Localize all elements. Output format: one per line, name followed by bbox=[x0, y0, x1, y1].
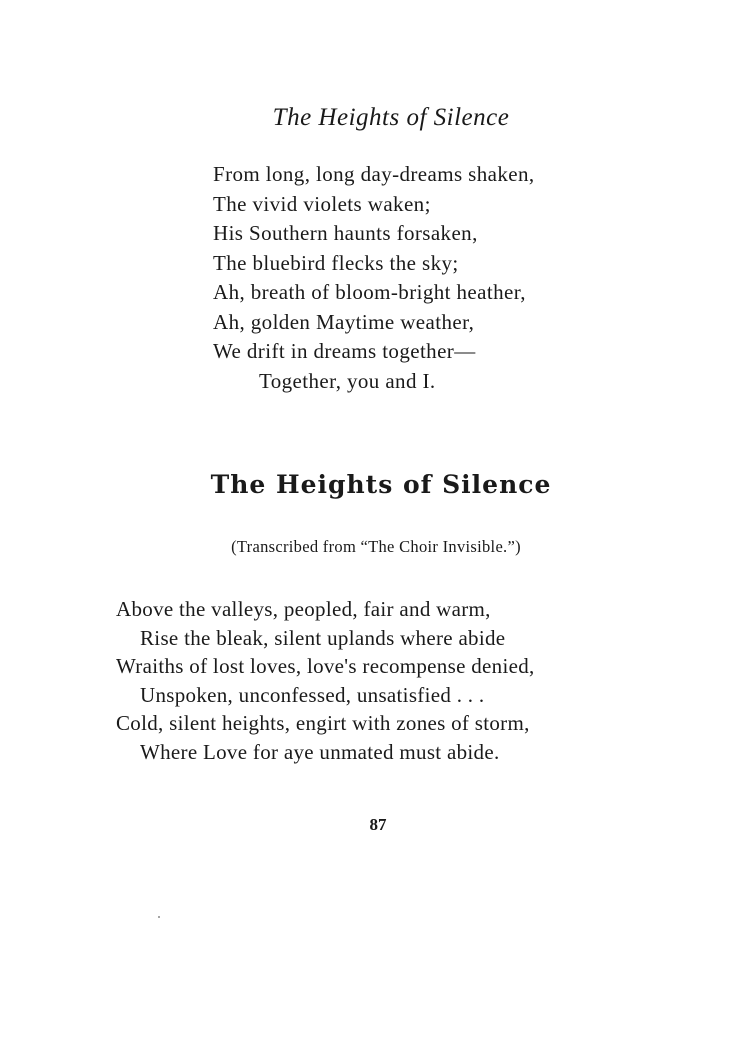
stanza-line: Ah, breath of bloom-bright heather, bbox=[213, 280, 526, 304]
verse-line: Wraiths of lost loves, love's recompense denied, bbox=[116, 654, 535, 678]
poem-verse bbox=[116, 595, 535, 766]
stanza-line: His Southern haunts forsaken, bbox=[213, 221, 478, 245]
stanza-line: Ah, golden Maytime weather, bbox=[213, 309, 475, 334]
verse-line: Unspoken, unconfessed, unsatisfied . . . bbox=[140, 682, 485, 707]
stanza-line: From long, long day-dreams shaken, bbox=[213, 162, 535, 186]
poem-title: The Heights of Silence bbox=[210, 470, 552, 499]
first-stanza bbox=[213, 160, 535, 396]
running-head: The Heights of Silence bbox=[272, 104, 510, 131]
stanza-line: Together, you and I. bbox=[259, 368, 436, 393]
verse-line: Cold, silent heights, engirt with zones of storm, bbox=[116, 711, 530, 735]
stanza-line: We drift in dreams together— bbox=[213, 339, 476, 363]
stanza-line: The bluebird flecks the sky; bbox=[213, 250, 459, 275]
verse-line: Above the valleys, peopled, fair and warm, bbox=[116, 597, 491, 621]
verse-line: Where Love for aye unmated must abide. bbox=[140, 739, 500, 764]
ink-speck bbox=[158, 916, 160, 918]
page-number: 87 bbox=[369, 815, 387, 834]
poem-subtitle: (Transcribed from “The Choir Invisible.”) bbox=[231, 537, 521, 556]
verse-line: Rise the bleak, silent uplands where abide bbox=[140, 625, 506, 650]
stanza-line: The vivid violets waken; bbox=[213, 191, 431, 216]
